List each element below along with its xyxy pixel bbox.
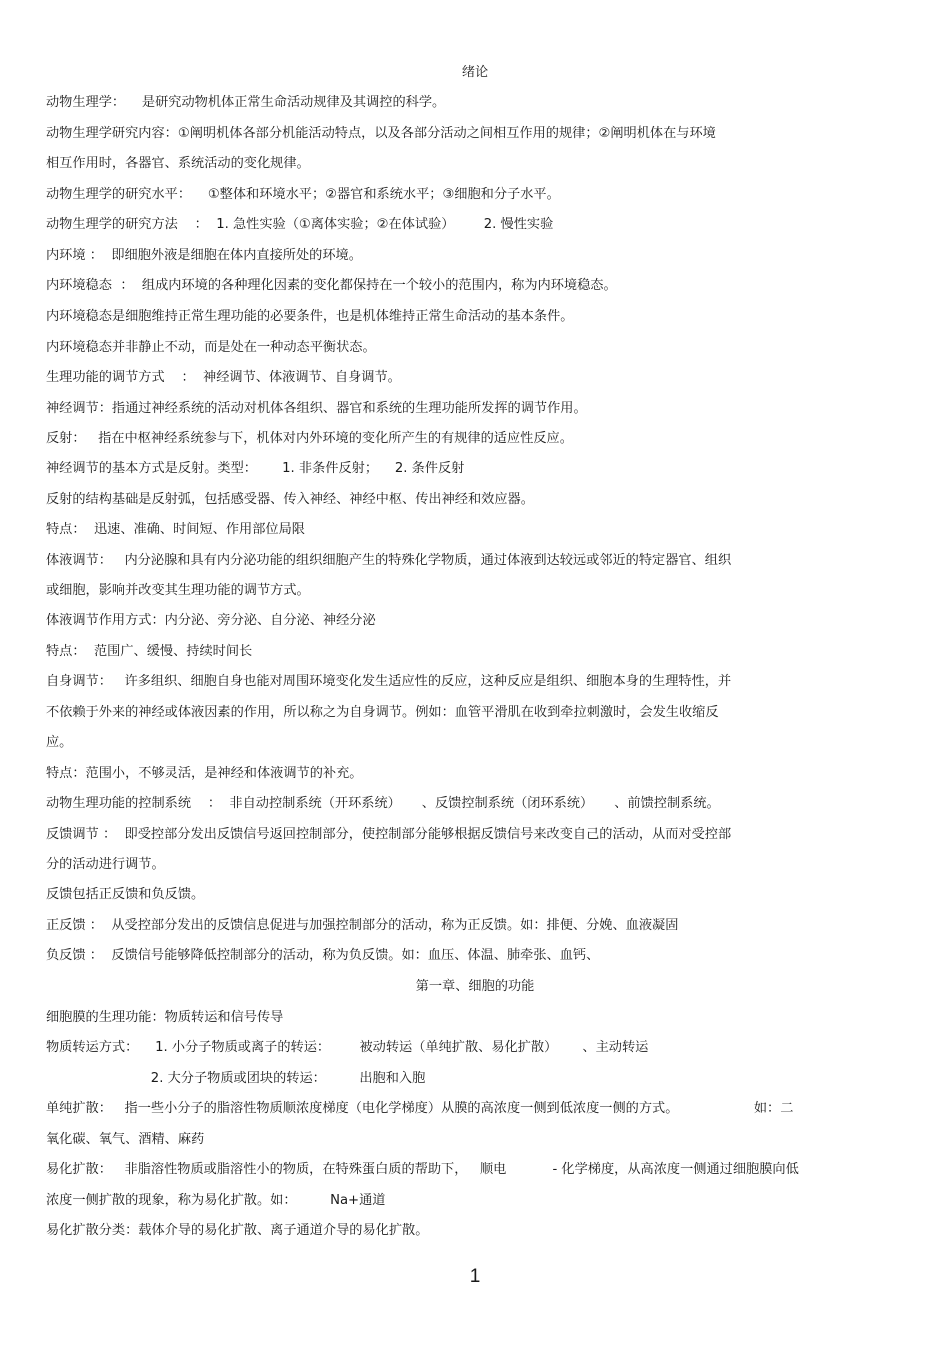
text-line: 内环境 ： 即细胞外液是细胞在体内直接所处的环境。 [46,248,362,263]
text-line: 内环境稳态并非静止不动，而是处在一种动态平衡状态。 [46,340,376,355]
text-line: 神经调节的基本方式是反射。类型： 1. 非条件反射； 2. 条件反射 [46,461,465,476]
text-line: 氧化碳、氧气、酒精、麻药 [46,1132,205,1147]
text-line: 内环境稳态是细胞维持正常生理功能的必要条件，也是机体维持正常生命活动的基本条件。 [46,309,574,324]
text-line: 反射的结构基础是反射弧，包括感受器、传入神经、神经中枢、传出神经和效应器。 [46,492,534,507]
text-line: 正反馈 ： 从受控部分发出的反馈信息促进与加强控制部分的活动，称为正反馈。如：排便、分娩、血液凝固 [46,918,679,933]
text-line: 应。 [46,735,73,750]
text-line: 动物生理学： 是研究动物机体正常生命活动规律及其调控的科学。 [46,95,446,110]
text-line: 动物生理学的研究方法 ： 1. 急性实验（①离体实验；②在体试验） 2. 慢性实验 [46,217,554,232]
text-line: 相互作用时，各器官、系统活动的变化规律。 [46,156,310,171]
text-line: 不依赖于外来的神经或体液因素的作用，所以称之为自身调节。例如：血管平滑肌在收到牵拉刺激时，会发生收缩反 [46,705,719,720]
text-line: 易化扩散： 非脂溶性物质或脂溶性小的物质，在特殊蛋白质的帮助下， 顺电 - 化学梯度，从高浓度一侧通过细胞膜向低 [46,1162,799,1177]
text-line: 体液调节： 内分泌腺和具有内分泌功能的组织细胞产生的特殊化学物质，通过体液到达较远或邻近的特定器官、组织 [46,553,732,568]
text-line: 体液调节作用方式：内分泌、旁分泌、自分泌、神经分泌 [46,613,376,628]
text-line: 单纯扩散： 指一些小分子的脂溶性物质顺浓度梯度（电化学梯度）从膜的高浓度一侧到低浓度一侧的方式。 如：二 [46,1101,794,1116]
text-line: 反射： 指在中枢神经系统参与下，机体对内外环境的变化所产生的有规律的适应性反应。 [46,431,573,446]
text-line: 神经调节：指通过神经系统的活动对机体各组织、器官和系统的生理功能所发挥的调节作用。 [46,401,587,416]
text-line: 内环境稳态 ： 组成内环境的各种理化因素的变化都保持在一个较小的范围内，称为内环境稳态。 [46,278,617,293]
text-line: 易化扩散分类：载体介导的易化扩散、离子通道介导的易化扩散。 [46,1223,429,1238]
text-line: 特点： 范围广、缓慢、持续时间长 [46,644,253,659]
text-line: 细胞膜的生理功能：物质转运和信号传导 [46,1010,284,1025]
text-line: 自身调节： 许多组织、细胞自身也能对周围环境变化发生适应性的反应，这种反应是组织、细胞本身的生理特性，并 [46,674,732,689]
text-line: 物质转运方式： 1. 小分子物质或离子的转运： 被动转运（单纯扩散、易化扩散） 、主动转运 [46,1040,649,1055]
text-line: 分的活动进行调节。 [46,857,165,872]
chapter-title: 第一章、细胞的功能 [415,979,535,994]
text-line: 2. 大分子物质或团块的转运： 出胞和入胞 [46,1071,426,1086]
text-line: 负反馈 ： 反馈信号能够降低控制部分的活动，称为负反馈。如：血压、体温、肺牵张、血钙、 [46,948,600,963]
text-line: 动物生理学的研究水平： ①整体和环境水平；②器官和系统水平；③细胞和分子水平。 [46,187,560,202]
text-line: 动物生理功能的控制系统 ： 非自动控制系统（开环系统） 、反馈控制系统（闭环系统） 、前馈控制系统。 [46,796,720,811]
section-title: 绪论 [461,65,489,80]
text-line: 特点： 迅速、准确、时间短、作用部位局限 [46,522,305,537]
text-line: 动物生理学研究内容：①阐明机体各部分机能活动特点，以及各部分活动之间相互作用的规律；②阐明机体在与环境 [46,126,716,141]
text-line: 生理功能的调节方式 ： 神经调节、体液调节、自身调节。 [46,370,401,385]
text-line: 特点：范围小，不够灵活，是神经和体液调节的补充。 [46,766,363,781]
text-line: 反馈调节 ： 即受控部分发出反馈信号返回控制部分，使控制部分能够根据反馈信号来改变自己的活动，从而对受控部 [46,827,732,842]
text-line: 或细胞，影响并改变其生理功能的调节方式。 [46,583,310,598]
text-line: 反馈包括正反馈和负反馈。 [46,887,205,902]
page-number: 1 [469,1266,481,1287]
text-line: 浓度一侧扩散的现象，称为易化扩散。如： Na+通道 [46,1193,386,1208]
